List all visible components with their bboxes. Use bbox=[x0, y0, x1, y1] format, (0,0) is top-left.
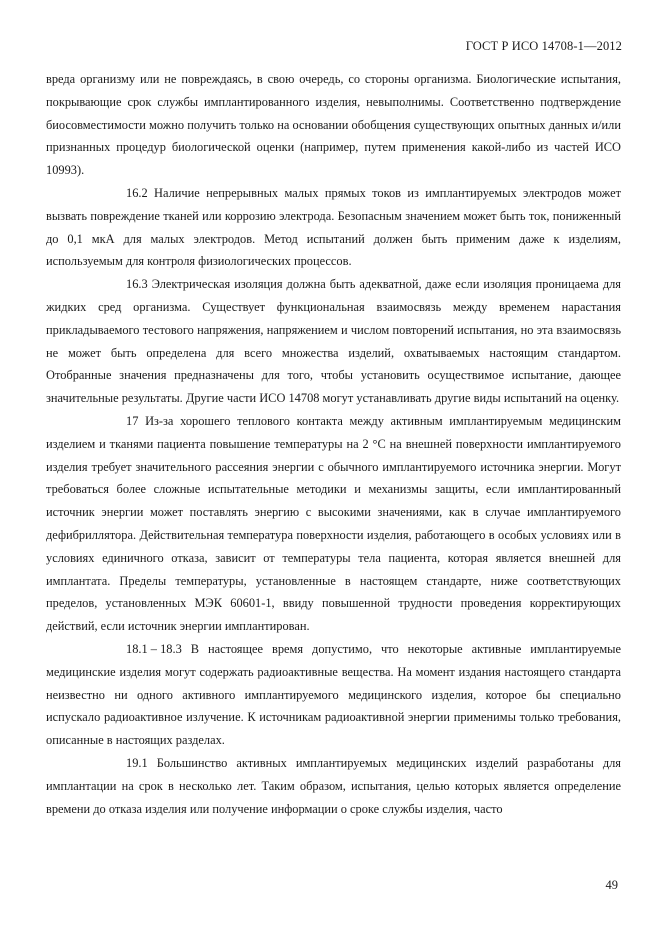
clause-number: 16.3 bbox=[126, 277, 148, 292]
document-header: ГОСТ Р ИСО 14708-1—2012 bbox=[465, 39, 622, 53]
paragraph-continuation bbox=[46, 68, 621, 182]
paragraph-text: В настоящее время допустимо, что некоторые активные имплантируемые медицинские изделия могут содержать радиоактивные вещества. На момент издания настоящего стандарта неизвестно ни одного активного имплантируемого медицинского изделия, которое бы специально испускало радиоактивное излучение. К источникам радиоактивной энергии применимы только требования, описанные в настоящих разделах. bbox=[46, 641, 621, 748]
paragraph-text: Большинство активных имплантируемых медицинских изделий разработаны для имплантации на срок в несколько лет. Таким образом, испытания, целью которых является определение времени до отказа изделия или получение информации о сроке службы изделия, часто bbox=[46, 755, 622, 816]
clause-number: 16.2 bbox=[126, 185, 148, 200]
paragraph-text: вреда организму или не повреждаясь, в свою очередь, со стороны организма. Биологические испытания, покрывающие срок службы имплантированного изделия, невыполнимы. Соответственно подтверждение биосовместимости можно получить только на основании обобщения существующих опытных данных и/или признанных процедур биологической оценки (например, путем применения какой-либо из частей ИСО 10993). bbox=[46, 72, 621, 178]
paragraph-17 bbox=[46, 410, 621, 638]
paragraph-16-2 bbox=[46, 182, 621, 273]
paragraph-text: Электрическая изоляция должна быть адекватной, даже если изоляция проницаема для жидких сред организма. Существует функциональная взаимосвязь между временем нарастания прикладываемого тестового напряжения, напряжением и числом повторений испытания, но эта взаимосвязь не может быть определена для всего множества изделий, охватываемых настоящим стандартом. Отобранные значения предназначены для того, чтобы установить осуществимое испытание, дающее значительные результаты. Другие части ИСО 14708 могут устанавливать другие виды испытаний на оценку. bbox=[46, 277, 621, 406]
paragraph-16-3 bbox=[46, 273, 621, 410]
body-text bbox=[46, 68, 621, 820]
clause-number: 17 bbox=[126, 413, 139, 428]
paragraph-19-1 bbox=[46, 752, 621, 820]
paragraph-18-1-18-3 bbox=[46, 638, 621, 752]
page-number: 49 bbox=[605, 878, 618, 892]
paragraph-text: Наличие непрерывных малых прямых токов из имплантируемых электродов может вызвать повреждение тканей или коррозию электрода. Безопасным значением может быть ток, пониженный до 0,1 мкА для малых электродов. Метод испытаний должен быть применим даже к изделиям, используемым для контроля физиологических процессов. bbox=[46, 185, 621, 269]
paragraph-text: Из-за хорошего теплового контакта между активным имплантируемым медицинским изделием и тканями пациента повышение температуры на 2 °С на внешней поверхности имплантируемого изделия требует значительного рассеяния энергии с обычного имплантируемого источника энергии. Могут требоваться более сложные испытательные методики и механизмы защиты, если имплантированный источник энергии может поставлять энергию с высокими значениями, как в случае имплантируемого дефибриллятора. Действительная температура поверхности изделия, работающего в особых условиях или в условиях единичного отказа, зависит от температуры тела пациента, которая является внешней для имплантата. Пределы температуры, установленные в настоящем стандарте, ниже соответствующих пределов, установленных МЭК 60601-1, ввиду повышенной трудности проведения корректирующих действий, если источник энергии имплантирован. bbox=[46, 413, 621, 634]
clause-number: 19.1 bbox=[126, 755, 148, 770]
clause-number: 18.1 – 18.3 bbox=[126, 641, 182, 656]
